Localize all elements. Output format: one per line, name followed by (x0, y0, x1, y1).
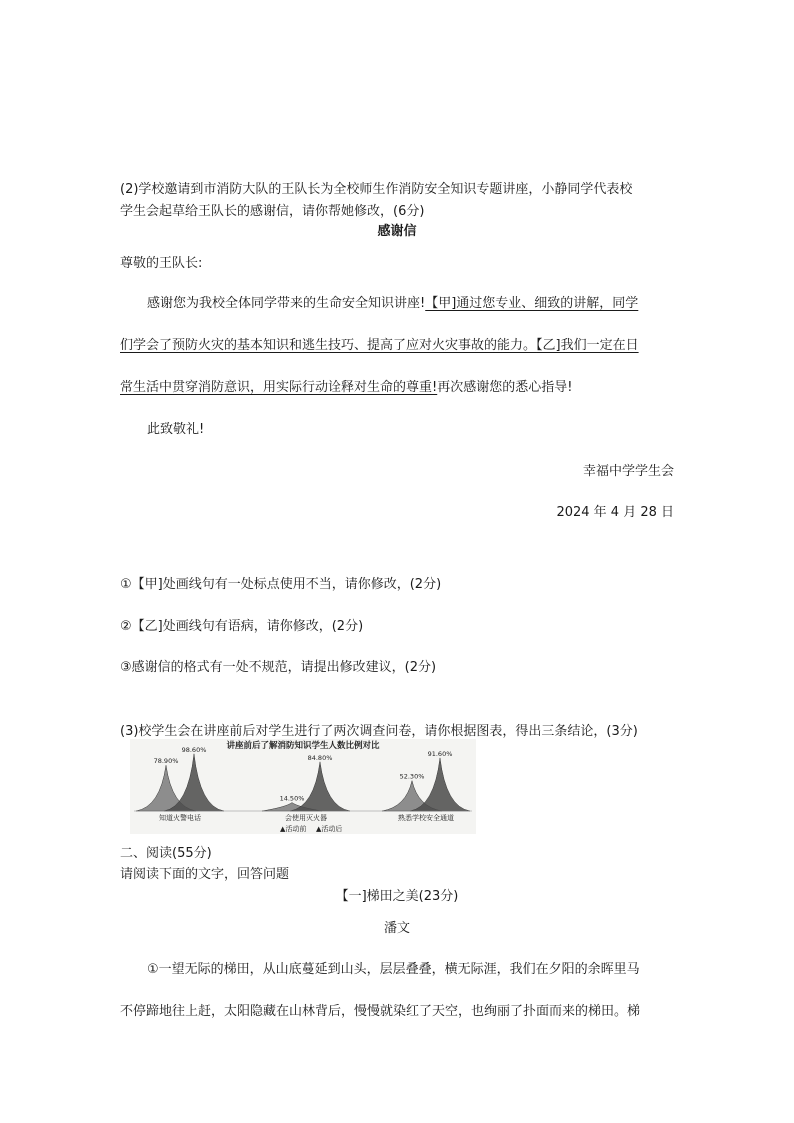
underline-jia-part1: 【甲]通过您专业、细致的讲解，同学 (425, 296, 639, 311)
letter-body-line1-plain: 感谢您为我校全体同学带来的生命安全知识讲座! (147, 296, 426, 311)
q2-intro-line1: (2)学校邀请到市消防大队的王队长为全校师生作消防安全知识专题讲座，小静同学代表校 (120, 182, 633, 197)
underline-yi-part2: 常生活中贯穿消防意识，用实际行动诠释对生命的尊重! (120, 380, 438, 395)
letter-salutation: 尊敬的王队长: (120, 256, 203, 271)
q3-text: (3)校学生会在讲座前后对学生进行了两次调查问卷，请你根据图表，得出三条结论，(3分) (120, 724, 638, 739)
reading-instruction: 请阅读下面的文字，回答问题 (120, 867, 290, 882)
question-1: ①【甲]处画线句有一处标点使用不当，请你修改，(2分) (120, 577, 442, 592)
value-label-before-2: 52.30% (399, 772, 425, 781)
value-label-before-1: 14.50% (279, 794, 305, 803)
q2-intro-line2: 学生会起草给王队长的感谢信，请你帮她修改，(6分) (120, 204, 425, 219)
letter-body-line2 (120, 336, 639, 356)
category-label-1: 会使用灭火器 (285, 814, 327, 822)
section-heading: 二、阅读(55分) (120, 846, 212, 861)
paragraph-line1: ①一望无际的梯田，从山底蔓延到山头，层层叠叠，横无际涯，我们在夕阳的余晖里马 (147, 962, 640, 977)
article-title: 【一]梯田之美(23分) (335, 889, 459, 904)
chart-title: 讲座前后了解消防知识学生人数比例对比 (226, 741, 380, 751)
underline-yi-part1: 【乙]我们一定在日 (536, 338, 639, 353)
paragraph-line2: 不停蹄地往上赶，太阳隐藏在山林背后，慢慢就染红了天空，也绚丽了扑面而来的梯田。梯 (120, 1004, 641, 1019)
value-label-after-0: 98.60% (181, 745, 207, 754)
survey-chart (130, 739, 476, 834)
question-2: ②【乙]处画线句有语病，请你修改，(2分) (120, 619, 364, 634)
question-3: ③感谢信的格式有一处不规范，请提出修改建议，(2分) (120, 660, 437, 675)
legend-after: ▲活动后 (316, 825, 343, 833)
letter-body-line3-plain: 再次感谢您的悉心指导! (437, 380, 573, 395)
letter-body-line1 (147, 294, 638, 314)
article-author: 潘文 (383, 921, 410, 936)
underline-jia-part2: 们学会了预防火灾的基本知识和逃生技巧、提高了应对火灾事故的能力。 (120, 338, 537, 353)
letter-closing: 此致敬礼! (147, 422, 205, 437)
letter-signature: 幸福中学学生会 (582, 464, 674, 479)
category-label-0: 知道火警电话 (159, 814, 201, 822)
legend-before: ▲活动前 (280, 825, 307, 833)
letter-date: 2024 年 4 月 28 日 (556, 505, 674, 520)
category-label-2: 熟悉学校安全通道 (398, 814, 454, 822)
value-label-after-1: 84.80% (307, 753, 333, 762)
value-label-before-0: 78.90% (153, 757, 179, 766)
letter-body-line3 (120, 378, 572, 398)
letter-title: 感谢信 (377, 224, 417, 239)
value-label-after-2: 91.60% (427, 749, 453, 758)
